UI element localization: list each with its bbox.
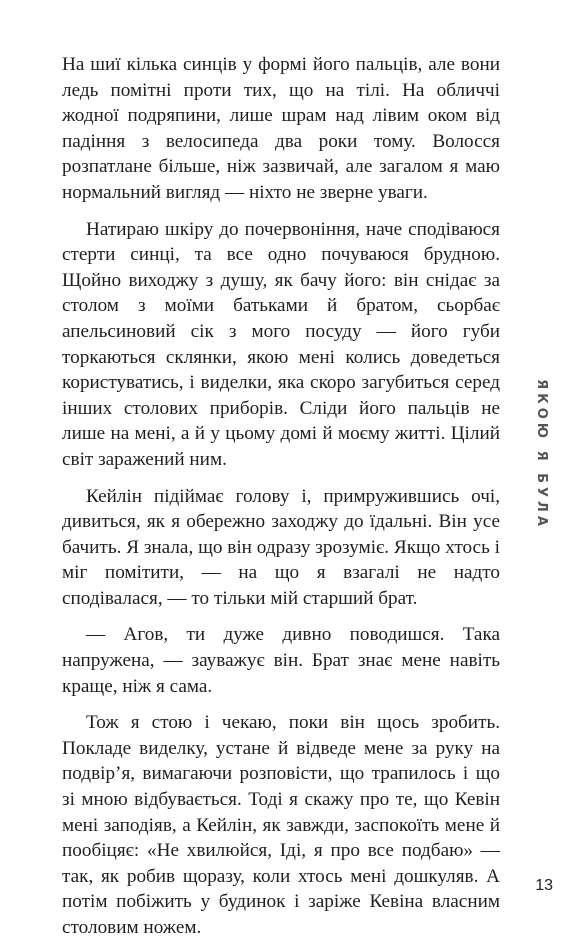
paragraph-2: Натираю шкіру до почервоніння, наче сподіваюся стерти синці, та все одно почуваюся брудною. Щойно виходжу з душу, як бачу його: він снідає за столом з моїми батьками й братом, сьорбає апельсиновий сік з мого посуду — його губи торкаються склянки, якою мені колись доведеться користуватись, і виделки, яка скоро загубиться серед інших столових приборів. Сліди його пальців не лише на мені, а й у цьому домі й моєму житті. Цілий світ заражений ним. [62,218,500,470]
body-text [62,52,500,941]
running-head [520,378,562,530]
running-head-label: ЯКОЮ Я БУЛА [533,378,549,530]
paragraph-5: Тож я стою і чекаю, поки він щось зробить. Покладе виделку, устане й відведе мене за руку на подвір’я, вимагаючи розповісти, що трапилось і що зі мною відбувається. Тоді я скажу про те, що Кевін мені заподіяв, а Кейлін, як завжди, заспокоїть мене й пообіцяє: «Не хвилюйся, Іді, я про все подбаю» — так, як робив щоразу, коли хтось мені дошкуляв. А потім побіжить у будинок і заріже Кевіна власним столовим ножем. [62,712,500,938]
paragraph-1: На шиї кілька синців у формі його пальців, але вони ледь помітні проти тих, що на тілі. На обличчі жодної подряпини, лише шрам над лівим оком від падіння з велосипеда два роки тому. Волосся розпатлане більше, ніж зазвичай, але загалом я маю нормальний вигляд — ніхто не зверне уваги. [62,54,500,203]
page-number: 13 [535,877,553,894]
paragraph-4: — Агов, ти дуже дивно поводишся. Така напружена, — зауважує він. Брат знає мене навіть краще, ніж я сама. [62,624,500,697]
paragraph-3: Кейлін підіймає голову і, примружившись очі, дивиться, як я обережно заходжу до їдальні. Він усе бачить. Я знала, що він одразу зрозуміє. Якщо хтось і міг помітити, — на що я взагалі не надто сподівалася, — то тільки мій старший брат. [62,485,500,609]
